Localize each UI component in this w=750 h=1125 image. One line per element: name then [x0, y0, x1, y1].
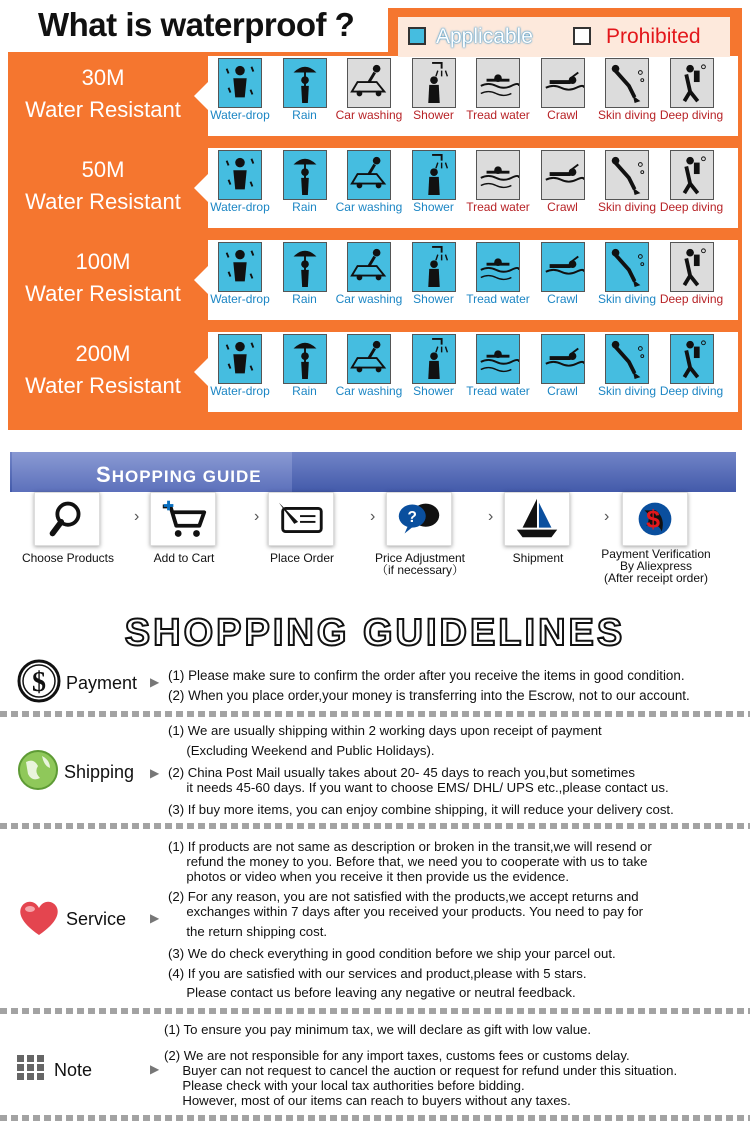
- swimming-icon: [541, 150, 585, 200]
- note-line: However, most of our items can reach to buyers without any taxes.: [164, 1093, 571, 1108]
- service-line: (3) We do check everything in good condition before we ship your parcel out.: [168, 946, 616, 961]
- activity-label: Shower: [413, 384, 454, 398]
- note-text: [164, 1022, 744, 1108]
- water-drop-icon: [218, 58, 262, 108]
- payment-label: Payment: [66, 673, 138, 693]
- service-line: (4) If you are satisfied with our services and product,please with 5 stars.: [168, 966, 587, 981]
- umbrella-icon: [283, 150, 327, 200]
- resistance-depth: 100M: [75, 249, 131, 274]
- activity-label: Shower: [413, 108, 454, 122]
- payment-line: (1) Please make sure to confirm the order after you receive the items in good condition.: [168, 668, 685, 683]
- resistance-text: Water Resistant: [25, 281, 181, 306]
- activity-label: Tread water: [466, 200, 530, 214]
- activity-cell: [404, 150, 464, 226]
- service-text: [168, 839, 748, 1000]
- step-label-sub: （if necessary）: [375, 563, 465, 577]
- shower-icon: [412, 58, 456, 108]
- service-section: [0, 836, 750, 1006]
- triangle-right-icon: ▶: [150, 766, 160, 780]
- chevron-right-icon: ›: [254, 508, 260, 525]
- activity-cell: [597, 58, 657, 134]
- water-drop-icon: [218, 150, 262, 200]
- activity-cell: [404, 334, 464, 410]
- activity-cell: [597, 150, 657, 226]
- activity-label: Crawl: [547, 384, 578, 398]
- shipping-line: it needs 45-60 days. If you want to choose EMS/ DHL/ UPS etc.,please contact us.: [168, 780, 669, 795]
- activity-label: Car washing: [335, 292, 403, 306]
- water-resistance-row: [12, 240, 738, 320]
- activity-cells: [208, 332, 738, 412]
- scuba-diving-icon: [670, 242, 714, 292]
- scuba-diving-icon: [670, 58, 714, 108]
- chevron-right-icon: ›: [488, 508, 494, 525]
- resistance-depth: 50M: [81, 157, 125, 182]
- activity-label: Skin diving: [597, 292, 657, 306]
- activity-cells: [208, 240, 738, 320]
- payment-line: (2) When you place order,your money is transferring into the Escrow, not to our account.: [168, 688, 690, 703]
- payment-text: [168, 666, 748, 706]
- resistance-text: Water Resistant: [25, 189, 181, 214]
- svg-text:$: $: [32, 667, 46, 698]
- activity-label: Shower: [413, 292, 454, 306]
- cart-icon: [150, 492, 216, 546]
- step-place-order: [246, 488, 358, 608]
- activity-label: Car washing: [335, 200, 403, 214]
- shipping-line: (3) If buy more items, you can enjoy combine shipping, it will reduce your delivery cost.: [168, 802, 674, 817]
- water-resistance-row: [12, 332, 738, 412]
- activity-label: Crawl: [547, 200, 578, 214]
- shipping-text: [168, 723, 748, 817]
- activity-cell: [210, 334, 270, 410]
- swimming-icon: [541, 242, 585, 292]
- service-line: photos or video when you receive it then provide us the evidence.: [168, 869, 569, 884]
- svg-text:$: $: [646, 505, 661, 534]
- dashed-divider: [0, 1008, 750, 1014]
- activity-cell: [597, 242, 657, 318]
- step-shipment: [482, 488, 594, 608]
- step-label-main: Price Adjustment: [374, 551, 466, 565]
- activity-cell: [659, 334, 724, 410]
- skin-diving-icon: [605, 58, 649, 108]
- activity-label: Skin diving: [597, 384, 657, 398]
- payment-section: [0, 658, 750, 708]
- activity-cell: [335, 58, 403, 134]
- dashed-divider: [0, 711, 750, 717]
- svg-text:?: ?: [407, 508, 417, 526]
- row-pointer: [194, 358, 208, 386]
- service-line: Please contact us before leaving any negative or neutral feedback.: [168, 985, 576, 1000]
- step-choose-products: [12, 488, 124, 608]
- service-label: Service: [66, 909, 127, 929]
- resistance-rating-label: [12, 148, 194, 228]
- car-washing-icon: [347, 150, 391, 200]
- service-line: the return shipping cost.: [168, 924, 328, 939]
- applicable-swatch: [408, 27, 426, 45]
- legend-prohibited: Prohibited: [606, 25, 701, 48]
- activity-label: Skin diving: [597, 108, 657, 122]
- shower-icon: [412, 334, 456, 384]
- activity-cell: [275, 242, 335, 318]
- water-drop-icon: [218, 242, 262, 292]
- skin-diving-icon: [605, 334, 649, 384]
- shopping-guide: [0, 444, 750, 604]
- umbrella-icon: [283, 242, 327, 292]
- magnifier-icon: [34, 492, 100, 546]
- activity-label: Water-drop: [210, 384, 270, 398]
- activity-label: Tread water: [466, 384, 530, 398]
- activity-cell: [404, 58, 464, 134]
- globe-payment-icon: [622, 492, 688, 546]
- activity-cell: [468, 150, 528, 226]
- car-washing-icon: [347, 334, 391, 384]
- activity-cell: [533, 150, 593, 226]
- payment-heading: [16, 658, 137, 709]
- service-heading: [16, 896, 126, 943]
- activity-cell: [275, 58, 335, 134]
- shower-icon: [412, 150, 456, 200]
- skin-diving-icon: [605, 150, 649, 200]
- activity-cell: [468, 242, 528, 318]
- chat-bubbles-icon: [386, 492, 452, 546]
- activity-cell: [533, 58, 593, 134]
- ship-icon: [504, 492, 570, 546]
- service-line: (1) If products are not same as description or broken in the transit,we will resend or: [168, 839, 652, 854]
- activity-cells: [208, 56, 738, 136]
- scuba-diving-icon: [670, 334, 714, 384]
- service-line: (2) For any reason, you are not satisfied with the products,we accept returns and: [168, 889, 639, 904]
- resistance-text: Water Resistant: [25, 373, 181, 398]
- activity-cell: [335, 150, 403, 226]
- service-line: exchanges within 7 days after you received your products. You need to pay for: [168, 904, 644, 919]
- activity-label: Deep diving: [659, 200, 724, 214]
- activity-cell: [659, 242, 724, 318]
- waterproof-chart: [0, 0, 750, 436]
- activity-label: Crawl: [547, 108, 578, 122]
- grid-icon: [16, 1054, 46, 1087]
- activity-cell: [468, 58, 528, 134]
- note-heading: [16, 1054, 92, 1087]
- tread-water-icon: [476, 58, 520, 108]
- umbrella-icon: [283, 334, 327, 384]
- heart-icon: [16, 896, 62, 943]
- service-line: refund the money to you. Before that, we need you to cooperate with us to take: [168, 854, 648, 869]
- step-label: Place Order: [269, 551, 335, 565]
- activity-cell: [533, 334, 593, 410]
- note-label: Note: [54, 1060, 93, 1080]
- activity-cell: [597, 334, 657, 410]
- shopping-guide-title-rest: HOPPING GUIDE: [111, 467, 262, 486]
- activity-label: Water-drop: [210, 200, 270, 214]
- shopping-guide-title: [96, 462, 262, 488]
- activity-cell: [659, 58, 724, 134]
- shopping-guide-title-initial: S: [96, 462, 112, 487]
- step-label-note: (After receipt order): [603, 571, 709, 585]
- tread-water-icon: [476, 334, 520, 384]
- activity-label: Car washing: [335, 384, 403, 398]
- shipping-line: (1) We are usually shipping within 2 working days upon receipt of payment: [168, 723, 602, 738]
- activity-label: Water-drop: [210, 292, 270, 306]
- row-pointer: [194, 82, 208, 110]
- step-label: [594, 548, 718, 584]
- activity-label: Rain: [292, 108, 317, 122]
- activity-cell: [275, 150, 335, 226]
- triangle-right-icon: ▶: [150, 1062, 160, 1076]
- shipping-line: (Excluding Weekend and Public Holidays).: [168, 743, 435, 758]
- order-form-icon: [268, 492, 334, 546]
- activity-cell: [210, 242, 270, 318]
- step-label-sub: By Aliexpress: [619, 559, 693, 573]
- activity-label: Car washing: [335, 108, 403, 122]
- triangle-right-icon: ▶: [150, 911, 160, 925]
- dollar-icon: [16, 658, 62, 709]
- tread-water-icon: [476, 150, 520, 200]
- step-label: Shipment: [512, 551, 564, 565]
- shipping-label: Shipping: [64, 762, 135, 782]
- activity-label: Deep diving: [659, 108, 724, 122]
- resistance-rating-label: [12, 240, 194, 320]
- umbrella-icon: [283, 58, 327, 108]
- resistance-depth: 30M: [81, 65, 125, 90]
- step-label: Add to Cart: [153, 551, 215, 565]
- shipping-heading: [16, 748, 134, 797]
- activity-cell: [335, 242, 403, 318]
- waterproof-title: What is waterproof ?: [38, 6, 355, 43]
- activity-label: Tread water: [466, 108, 530, 122]
- dashed-divider: [0, 823, 750, 829]
- activity-label: Shower: [413, 200, 454, 214]
- prohibited-swatch: [573, 27, 591, 45]
- shipping-section: [0, 720, 750, 820]
- dashed-divider: [0, 1115, 750, 1121]
- activity-label: Deep diving: [659, 292, 724, 306]
- resistance-text: Water Resistant: [25, 97, 181, 122]
- activity-cell: [210, 150, 270, 226]
- activity-cells: [208, 148, 738, 228]
- note-line: (2) We are not responsible for any import taxes, customs fees or customs delay.: [164, 1048, 630, 1063]
- water-resistance-row: [12, 148, 738, 228]
- step-add-to-cart: [128, 488, 240, 608]
- step-label: [358, 552, 482, 576]
- globe-icon: [16, 748, 60, 797]
- scuba-diving-icon: [670, 150, 714, 200]
- note-line: Please check with your local tax authorities before bidding.: [164, 1078, 525, 1093]
- chevron-right-icon: ›: [134, 508, 140, 525]
- swimming-icon: [541, 334, 585, 384]
- row-pointer: [194, 174, 208, 202]
- activity-label: Tread water: [466, 292, 530, 306]
- tread-water-icon: [476, 242, 520, 292]
- step-label-main: Payment Verification: [601, 547, 711, 561]
- note-section: [0, 1020, 750, 1115]
- activity-label: Crawl: [547, 292, 578, 306]
- resistance-rating-label: [12, 332, 194, 412]
- shower-icon: [412, 242, 456, 292]
- activity-label: Skin diving: [597, 200, 657, 214]
- swimming-icon: [541, 58, 585, 108]
- resistance-rating-label: [12, 56, 194, 136]
- note-line: (1) To ensure you pay minimum tax, we will declare as gift with low value.: [164, 1022, 592, 1037]
- legend-applicable: Applicable: [436, 25, 533, 48]
- activity-cell: [275, 334, 335, 410]
- activity-cell: [533, 242, 593, 318]
- car-washing-icon: [347, 242, 391, 292]
- step-payment-verification: [600, 488, 712, 608]
- activity-cell: [210, 58, 270, 134]
- row-pointer: [194, 266, 208, 294]
- step-label: Choose Products: [21, 551, 115, 565]
- skin-diving-icon: [605, 242, 649, 292]
- triangle-right-icon: ▶: [150, 675, 160, 689]
- car-washing-icon: [347, 58, 391, 108]
- resistance-depth: 200M: [75, 341, 131, 366]
- activity-label: Rain: [292, 384, 317, 398]
- activity-cell: [468, 334, 528, 410]
- activity-label: Deep diving: [659, 384, 724, 398]
- guidelines-title: SHOPPING GUIDELINES: [124, 612, 626, 654]
- chevron-right-icon: ›: [604, 508, 610, 525]
- activity-label: Water-drop: [210, 108, 270, 122]
- note-line: Buyer can not request to cancel the auction or request for refund under this situation.: [164, 1063, 678, 1078]
- shipping-line: (2) China Post Mail usually takes about 20- 45 days to reach you,but sometimes: [168, 765, 635, 780]
- legend: [398, 17, 730, 57]
- activity-cell: [335, 334, 403, 410]
- water-resistance-row: [12, 56, 738, 136]
- activity-cell: [404, 242, 464, 318]
- step-price-adjustment: [364, 488, 476, 608]
- activity-label: Rain: [292, 200, 317, 214]
- water-drop-icon: [218, 334, 262, 384]
- activity-cell: [659, 150, 724, 226]
- activity-label: Rain: [292, 292, 317, 306]
- chevron-right-icon: ›: [370, 508, 376, 525]
